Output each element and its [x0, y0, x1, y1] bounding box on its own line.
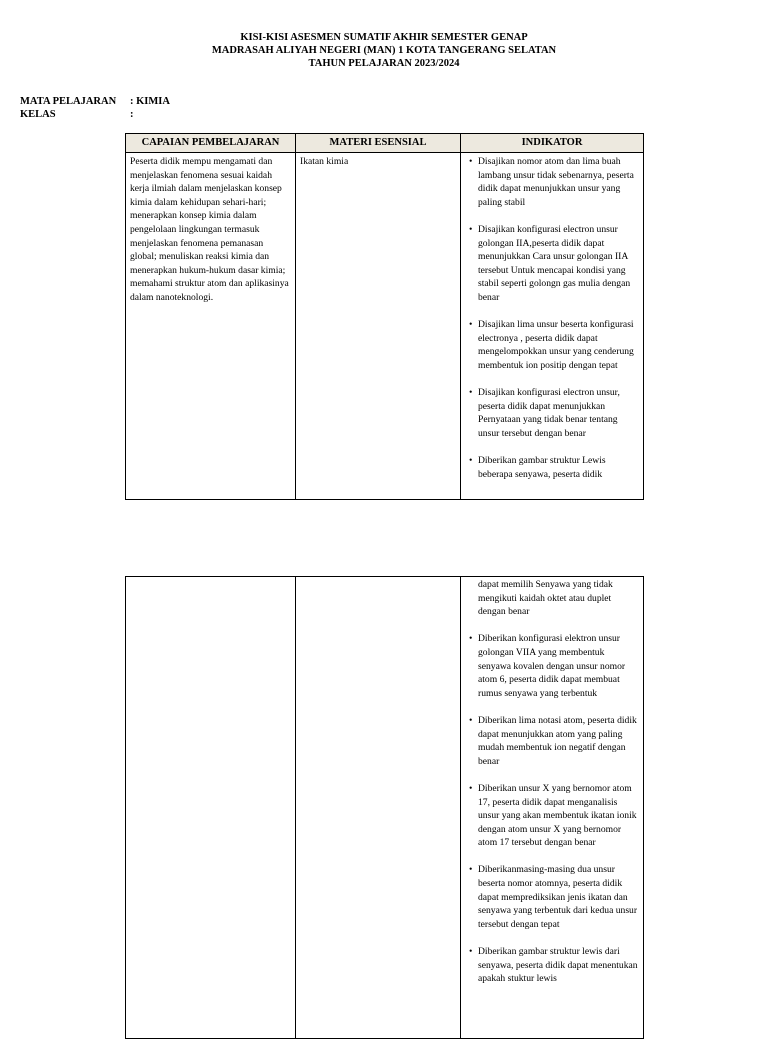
indikator-item-continuation: dapat memilih Senyawa yang tidak mengikuti kaidah oktet atau duplet dengan benar [478, 579, 613, 618]
materi-cell-continued [296, 577, 461, 1039]
materi-text: Ikatan kimia [300, 156, 349, 167]
indikator-item: • Diberikanmasing-masing dua unsur beserta nomor atomnya, peserta didik dapat memprediksikan jenis ikatan dan senyawa yang terbentuk dari kedua unsur tersebut dengan tepat [478, 863, 639, 931]
indikator-item: • Disajikan lima unsur beserta konfigurasi electronya , peserta didik dapat mengelompokkan unsur yang cenderung membentuk ion positip dengan tepat [478, 318, 639, 372]
capaian-cell-continued [126, 577, 296, 1039]
subject-row [20, 95, 170, 108]
column-header-indikator: INDIKATOR [461, 134, 644, 153]
table-header-row [126, 134, 644, 153]
indikator-item: • Disajikan nomor atom dan lima buah lambang unsur tidak sebenarnya, peserta didik dapat menunjukkan unsur yang paling stabil [478, 155, 639, 209]
subject-value: : KIMIA [130, 96, 170, 107]
header-title-line3: TAHUN PELAJARAN 2023/2024 [308, 58, 460, 69]
indikator-item: • Disajikan konfigurasi electron unsur, peserta didik dapat menunjukkan Pernyataan yang tidak benar tentang unsur tersebut dengan benar [478, 386, 639, 440]
table-row [126, 153, 644, 500]
class-label: KELAS [20, 109, 56, 120]
header-title-line2: MADRASAH ALIYAH NEGERI (MAN) 1 KOTA TANGERANG SELATAN [211, 45, 557, 56]
table-row [126, 577, 644, 1039]
capaian-cell [126, 153, 296, 500]
indikator-item: • Diberikan gambar struktur lewis dari senyawa, peserta didik dapat menentukan apakah stuktur lewis [478, 945, 639, 986]
indikator-item: • Diberikan lima notasi atom, peserta didik dapat menunjukkan atom yang paling mudah membentuk ion negatif dengan benar [478, 714, 639, 768]
class-row [20, 108, 134, 121]
document-header [0, 31, 768, 70]
indikator-list-continued [465, 578, 639, 986]
capaian-text: Peserta didik mempu mengamati dan menjelaskan fenomena sesuai kaidah kerja ilmiah dalam menjelaskan konsep kimia dalam kehidupan sehari-hari; menerapkan konsep kimia dalam pengelolaan lingkungan termasuk menjelaskan fenomena pemanasan global; menuliskan reaksi kimia dan menerapkan hukum-hukum dasar kimia; memahami struktur atom dan aplikasinya dalam nanoteknologi. [130, 156, 289, 303]
indikator-cell [461, 153, 644, 500]
header-title-line1: KISI-KISI ASESMEN SUMATIF AKHIR SEMESTER GENAP [240, 32, 528, 43]
indikator-item: • Diberikan unsur X yang bernomor atom 17, peserta didik dapat menganalisis unsur yang akan membentuk ikatan ionik dengan atom unsur X yang bernomor atom 17 tersebut dengan benar [478, 782, 639, 850]
indikator-list [465, 155, 639, 481]
materi-cell [296, 153, 461, 500]
indikator-item: • Diberikan konfigurasi elektron unsur golongan VIIA yang membentuk senyawa kovalen dengan unsur nomor atom 6, peserta didik dapat membuat rumus senyawa yang terbentuk [478, 632, 639, 700]
class-value: : [130, 109, 134, 120]
column-header-materi: MATERI ESENSIAL [296, 134, 461, 153]
kisi-kisi-table-page2 [125, 576, 644, 1039]
kisi-kisi-table-page1 [125, 133, 644, 500]
column-header-capaian: CAPAIAN PEMBELAJARAN [126, 134, 296, 153]
indikator-cell-continued [461, 577, 644, 1039]
subject-label: MATA PELAJARAN [20, 96, 117, 107]
indikator-item: • Disajikan konfigurasi electron unsur golongan IIA,peserta didik dapat menunjukkan Cara unsur golongan IIA tersebut Untuk mencapai kondisi yang stabil seperti golongn gas mulia dengan benar [478, 223, 639, 305]
indikator-item: • Diberikan gambar struktur Lewis beberapa senyawa, peserta didik [478, 454, 639, 481]
